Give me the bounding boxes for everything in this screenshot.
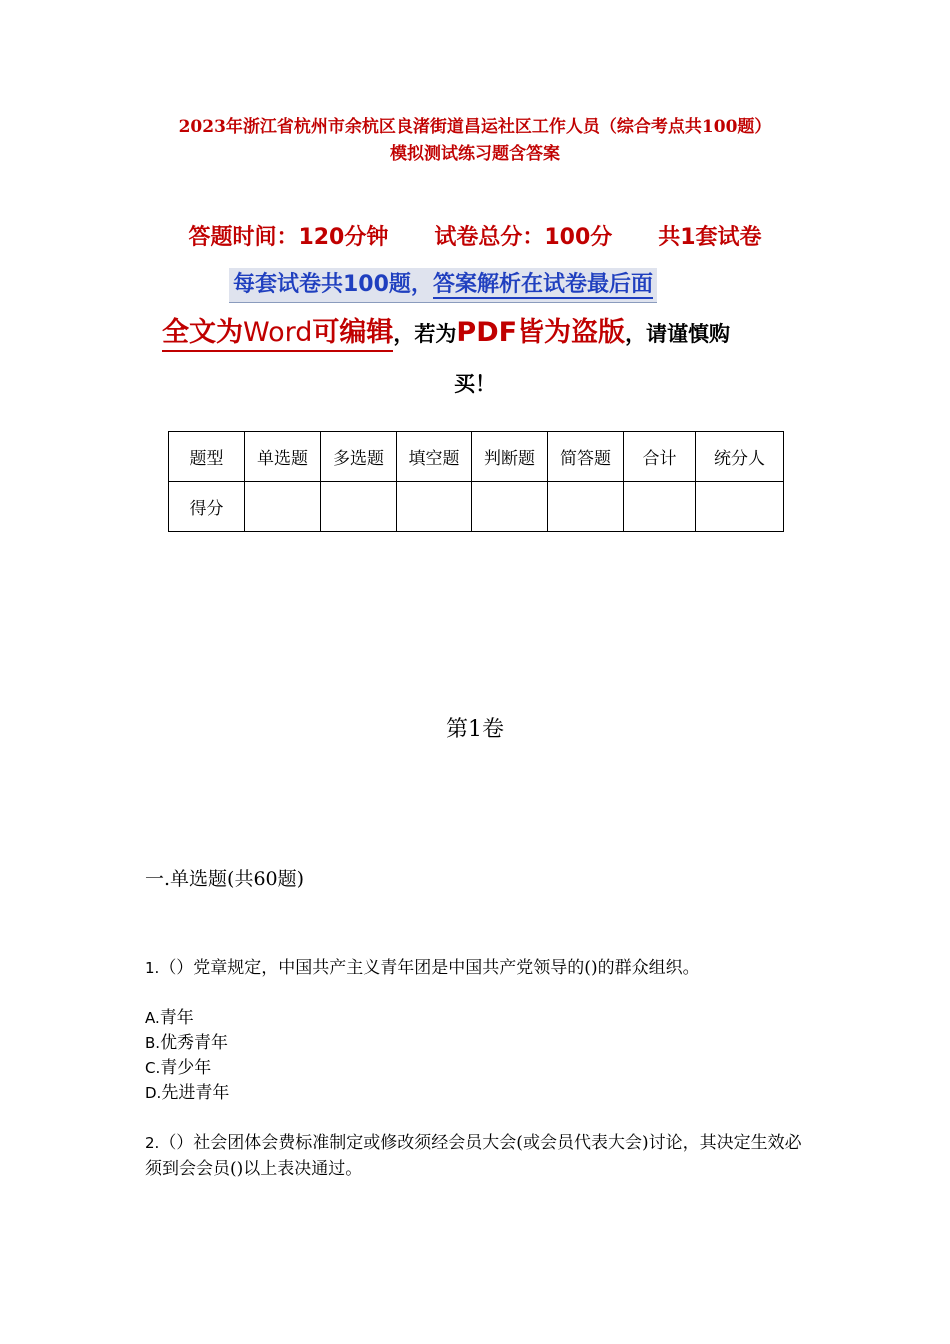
exam-set-count: 共1套试卷 xyxy=(658,225,762,250)
exam-info xyxy=(0,220,950,251)
option-d[interactable]: D.先进青年 xyxy=(145,1083,230,1103)
score-table xyxy=(168,431,784,532)
score-header-cell: 简答题 xyxy=(548,432,624,482)
score-header-cell: 填空题 xyxy=(397,432,472,482)
question-1-options xyxy=(145,1006,229,1106)
score-cell[interactable] xyxy=(696,482,784,532)
score-header-cell: 判断题 xyxy=(472,432,548,482)
option-b[interactable]: B.优秀青年 xyxy=(145,1033,229,1053)
editable-notice: 全文为Word可编辑 xyxy=(162,317,393,352)
question-number: 1. xyxy=(145,959,160,977)
exam-time: 答题时间：120分钟 xyxy=(188,225,389,250)
score-header-cell: 单选题 xyxy=(245,432,321,482)
question-text: （）党章规定，中国共产主义青年团是中国共产党领导的()的群众组织。 xyxy=(159,958,700,978)
question-2 xyxy=(145,1130,815,1182)
score-table-header-row xyxy=(169,432,784,482)
section-heading: 一.单选题(共60题) xyxy=(145,868,305,890)
score-header-cell: 合计 xyxy=(624,432,696,482)
piracy-warning-end: 买！ xyxy=(454,372,496,396)
option-a[interactable]: A.青年 xyxy=(145,1008,194,1028)
option-c[interactable]: C.青少年 xyxy=(145,1058,212,1078)
volume-heading: 第1卷 xyxy=(446,717,504,742)
title-line-2: 模拟测试练习题含答案 xyxy=(390,144,560,164)
question-text: （）社会团体会费标准制定或修改须经会员大会(或会员代表大会)讨论，其决定生效必须到会会员()以上表决通过。 xyxy=(145,1133,802,1179)
answer-notice-location: 答案解析在试卷最后面 xyxy=(432,272,653,297)
question-number: 2. xyxy=(145,1134,160,1152)
question-1 xyxy=(145,955,815,981)
score-cell[interactable] xyxy=(624,482,696,532)
score-header-cell: 题型 xyxy=(169,432,245,482)
score-header-cell: 统分人 xyxy=(696,432,784,482)
score-header-cell: 多选题 xyxy=(321,432,397,482)
answer-notice xyxy=(229,268,657,303)
score-cell[interactable] xyxy=(397,482,472,532)
title-line-1: 2023年浙江省杭州市余杭区良渚街道昌运社区工作人员（综合考点共100题） xyxy=(178,117,772,137)
score-table-score-row xyxy=(169,482,784,532)
score-row-label: 得分 xyxy=(169,482,245,532)
piracy-warning: 全文为Word可编辑，若为PDF皆为盗版，请谨慎购 xyxy=(162,310,730,349)
exam-total-score: 试卷总分：100分 xyxy=(434,225,613,250)
score-cell[interactable] xyxy=(245,482,321,532)
score-cell[interactable] xyxy=(548,482,624,532)
score-cell[interactable] xyxy=(472,482,548,532)
document-title xyxy=(120,114,830,168)
score-cell[interactable] xyxy=(321,482,397,532)
answer-notice-count: 每套试卷共100题， xyxy=(233,272,433,297)
